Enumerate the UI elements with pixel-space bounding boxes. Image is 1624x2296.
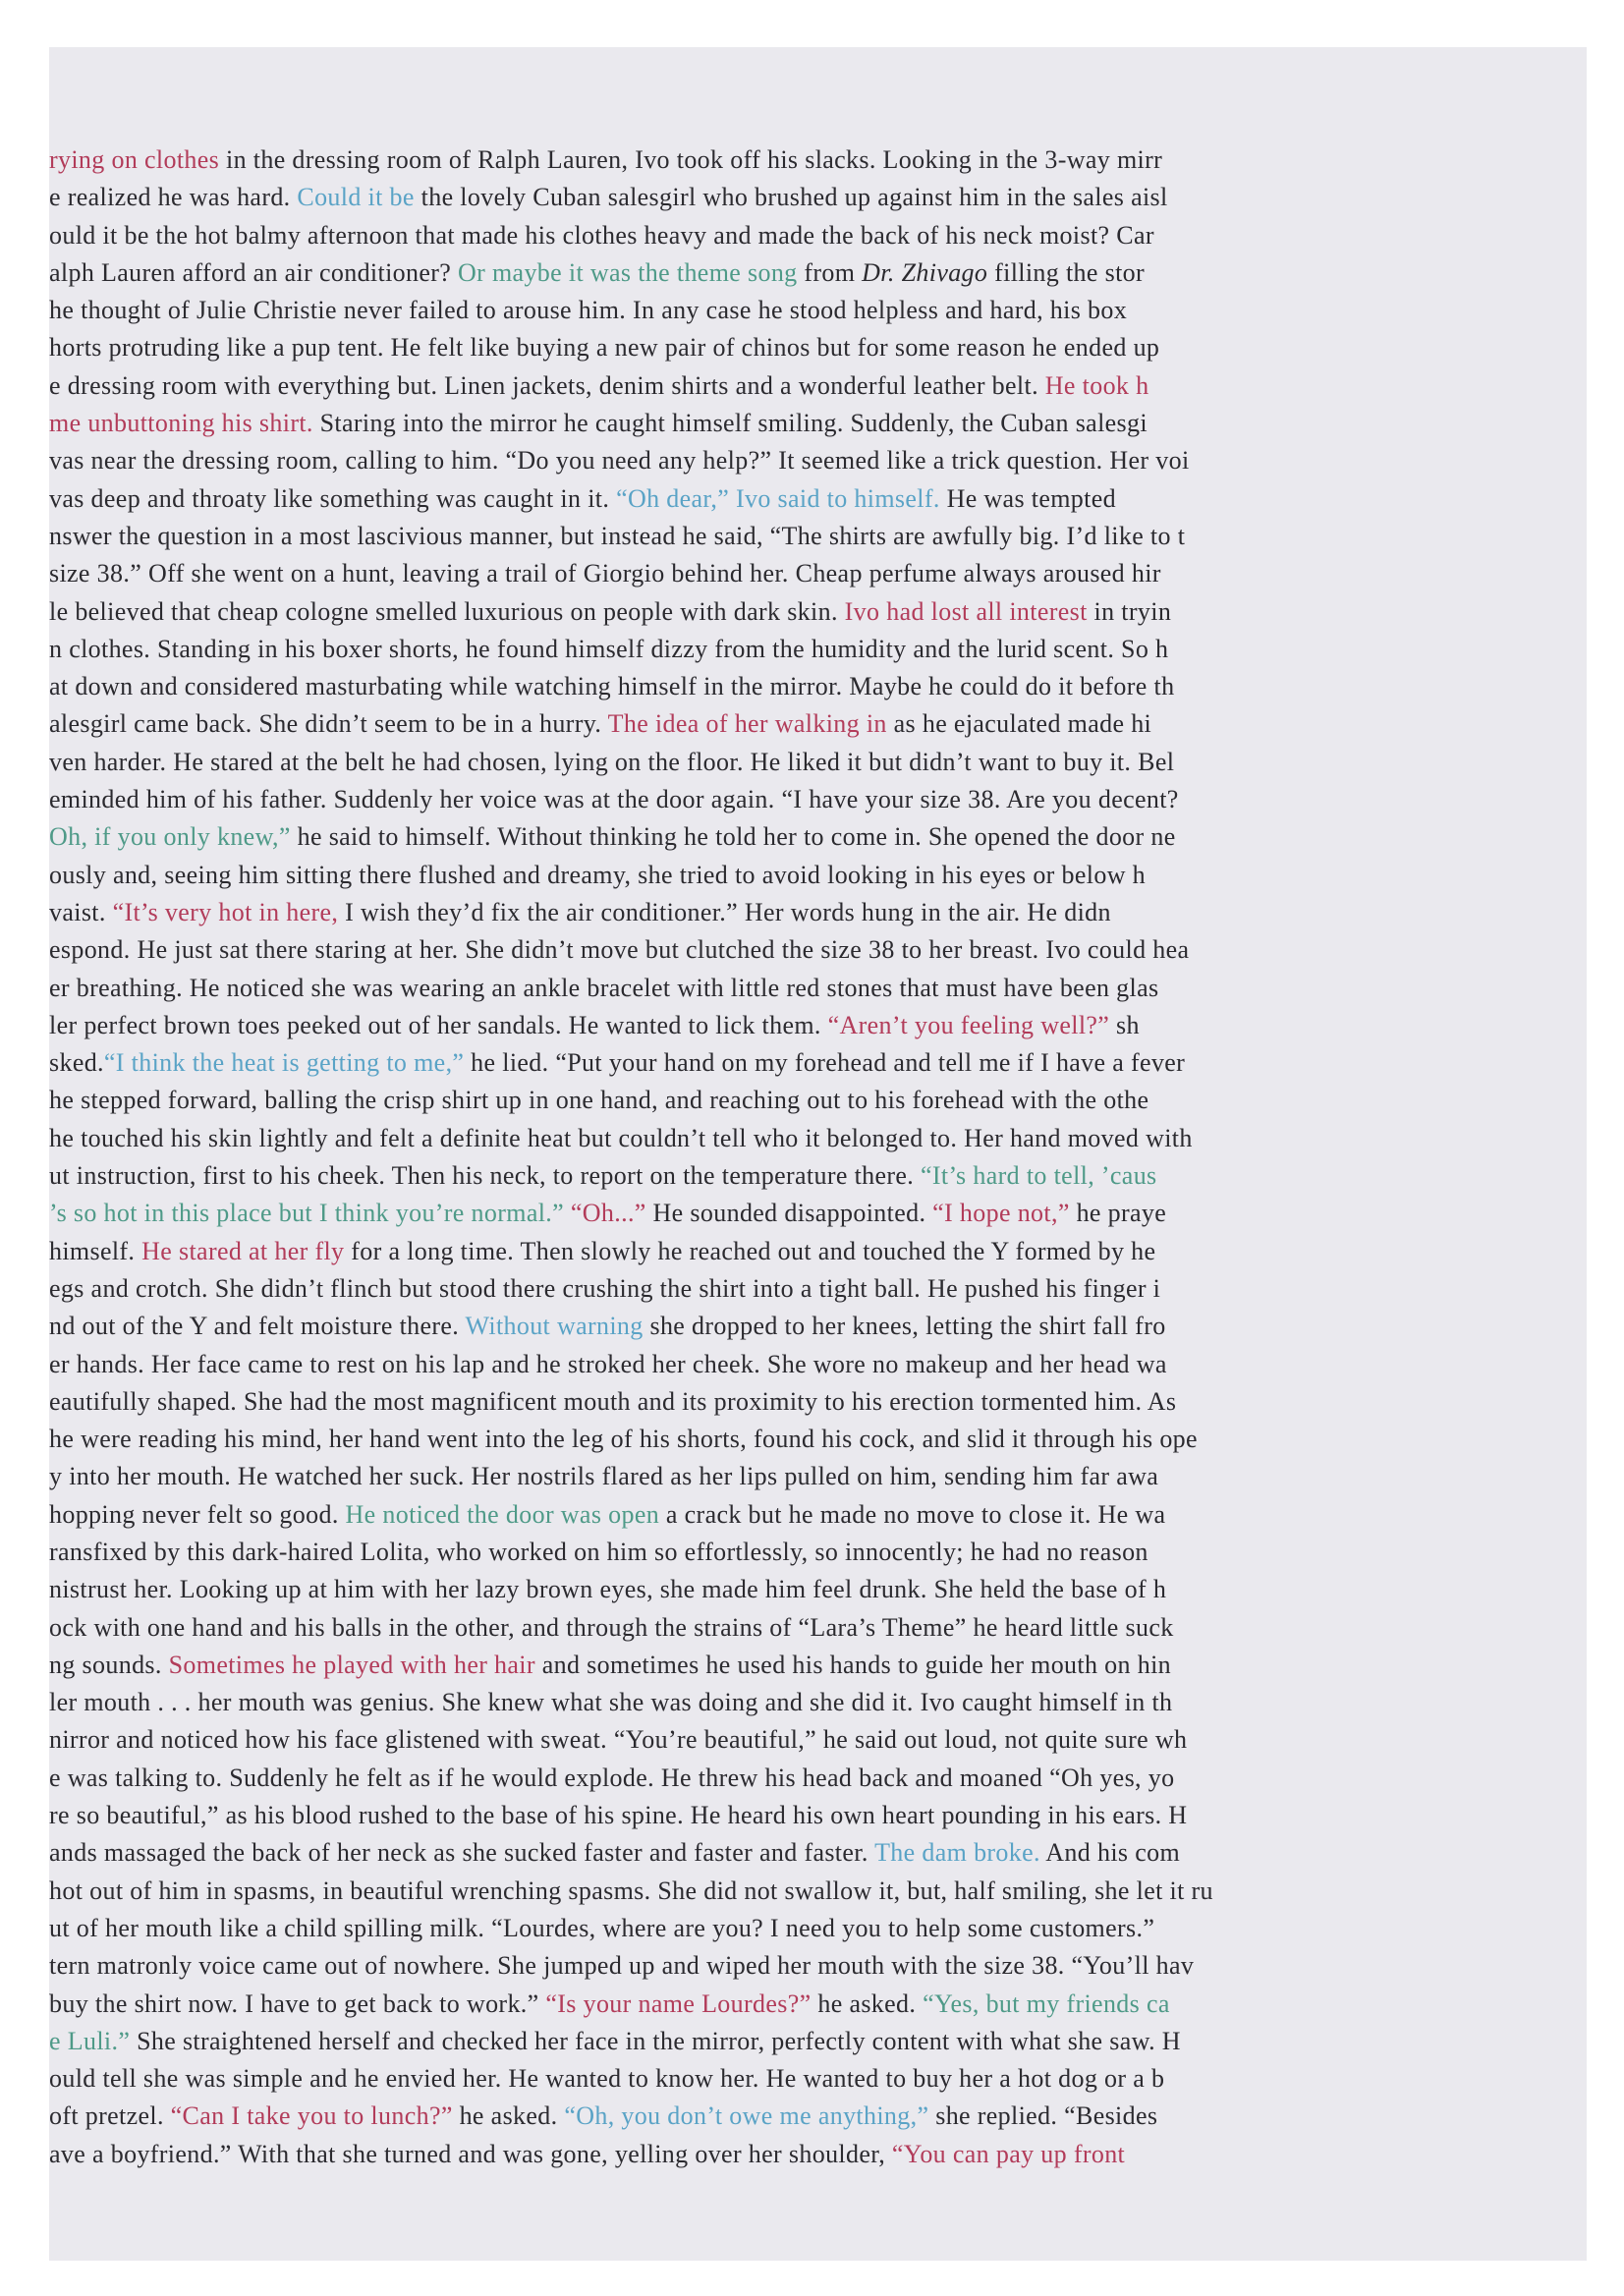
text-line-content bbox=[49, 1007, 1140, 1044]
text-line-content bbox=[49, 818, 1176, 856]
text-line-content bbox=[49, 1195, 1166, 1232]
text-line bbox=[49, 292, 1587, 329]
text-line bbox=[49, 1873, 1587, 1910]
text-line-content bbox=[49, 2060, 1164, 2098]
text-segment: as he ejaculated made hi bbox=[886, 709, 1152, 739]
highlighted-phrase: “Oh, you don’t owe me anything,” bbox=[564, 2101, 929, 2131]
text-segment: he touched his skin lightly and felt a definite heat but couldn’t tell who it belonged to. Her hand moved with bbox=[49, 1123, 1193, 1152]
text-line-content bbox=[49, 631, 1168, 668]
text-line-content bbox=[49, 1120, 1193, 1157]
highlighted-phrase: “Oh dear,” Ivo said to himself. bbox=[616, 483, 940, 513]
text-line-content bbox=[49, 2023, 1181, 2060]
text-segment: ler perfect brown toes peeked out of her sandals. He wanted to lick them. bbox=[49, 1010, 828, 1039]
text-line bbox=[49, 1986, 1587, 2023]
text-line bbox=[49, 1157, 1587, 1195]
highlighted-phrase: “Yes, but my friends ca bbox=[923, 1988, 1170, 2018]
text-line-content bbox=[49, 1873, 1213, 1910]
text-line bbox=[49, 1082, 1587, 1119]
text-line bbox=[49, 631, 1587, 668]
highlighted-phrase: Sometimes he played with her hair bbox=[168, 1650, 535, 1679]
text-line bbox=[49, 329, 1587, 366]
text-line bbox=[49, 555, 1587, 592]
text-segment: hot out of him in spasms, in beautiful wrenching spasms. She did not swallow it, but, half smiling, she let it ru bbox=[49, 1876, 1213, 1905]
text-line bbox=[49, 141, 1587, 179]
text-segment: espond. He just sat there staring at her. She didn’t move but clutched the size 38 to her breast. Ivo could hea bbox=[49, 935, 1190, 965]
text-segment: Staring into the mirror he caught himself smiling. Suddenly, the Cuban salesgi bbox=[312, 409, 1148, 438]
text-segment: she replied. “Besides bbox=[928, 2101, 1158, 2131]
text-line-content bbox=[49, 254, 1145, 292]
text-segment: he were reading his mind, her hand went into the leg of his shorts, found his cock, and slid it through his ope bbox=[49, 1425, 1198, 1454]
text-segment: nistrust her. Looking up at him with her lazy brown eyes, she made him feel drunk. She held the base of h bbox=[49, 1575, 1167, 1604]
text-segment: vaist. bbox=[49, 897, 113, 926]
text-line bbox=[49, 2060, 1587, 2098]
text-segment: er hands. Her face came to rest on his lap and he stroked her cheek. She wore no makeup and her head wa bbox=[49, 1349, 1167, 1378]
text-line bbox=[49, 2136, 1587, 2173]
text-line-content bbox=[49, 593, 1171, 631]
text-line-content bbox=[49, 1834, 1180, 1872]
text-segment: He sounded disappointed. bbox=[645, 1199, 933, 1228]
text-line-content bbox=[49, 1571, 1166, 1608]
highlighted-phrase: “I think the heat is getting to me,” bbox=[103, 1048, 465, 1078]
text-line-content bbox=[49, 1910, 1154, 1947]
text-line bbox=[49, 668, 1587, 705]
text-line bbox=[49, 1721, 1587, 1759]
text-segment: size 38.” Off she went on a hunt, leaving a trail of Giorgio behind her. Cheap perfume always aroused hir bbox=[49, 559, 1161, 588]
text-line bbox=[49, 1195, 1587, 1232]
highlighted-phrase: ’s so hot in this place but I think you’re normal.” bbox=[49, 1199, 571, 1228]
text-segment: re so beautiful,” as his blood rushed to the base of his spine. He heard his own heart pounding in his ears. H bbox=[49, 1801, 1188, 1830]
text-line-content bbox=[49, 1270, 1160, 1308]
text-segment: ould it be the hot balmy afternoon that made his clothes heavy and made the back of his neck moist? Car bbox=[49, 220, 1154, 250]
text-line bbox=[49, 1346, 1587, 1383]
text-line bbox=[49, 518, 1587, 555]
text-segment: He was tempted bbox=[939, 483, 1116, 513]
text-segment: egs and crotch. She didn’t flinch but stood there crushing the shirt into a tight ball. He pushed his finger i bbox=[49, 1273, 1161, 1303]
text-segment: She straightened herself and checked her face in the mirror, perfectly content with what she saw. H bbox=[130, 2026, 1181, 2055]
highlighted-phrase: Without warning bbox=[465, 1312, 644, 1341]
text-line bbox=[49, 1647, 1587, 1684]
text-line bbox=[49, 1947, 1587, 1985]
text-line-content bbox=[49, 857, 1146, 894]
text-line-content bbox=[49, 931, 1189, 969]
text-line-content bbox=[49, 329, 1159, 366]
text-line-content bbox=[49, 668, 1174, 705]
text-segment: nswer the question in a most lascivious manner, but instead he said, “The shirts are awfully big. I’d like to t bbox=[49, 521, 1186, 550]
text-segment: he asked. bbox=[452, 2101, 565, 2131]
text-line bbox=[49, 970, 1587, 1007]
highlighted-phrase: rying on clothes bbox=[49, 145, 220, 174]
highlighted-phrase: “Aren’t you feeling well?” bbox=[827, 1010, 1110, 1039]
text-line bbox=[49, 1760, 1587, 1797]
text-line-content bbox=[49, 179, 1168, 216]
text-segment: ng sounds. bbox=[49, 1650, 169, 1679]
text-segment: ler mouth . . . her mouth was genius. She knew what she was doing and she did it. Ivo caught himself in th bbox=[49, 1688, 1173, 1717]
text-segment: ave a boyfriend.” With that she turned and was gone, yelling over her shoulder, bbox=[49, 2139, 892, 2168]
highlighted-phrase: He noticed the door was open bbox=[345, 1499, 660, 1529]
text-segment: le believed that cheap cologne smelled luxurious on people with dark skin. bbox=[49, 596, 845, 626]
text-line bbox=[49, 1834, 1587, 1872]
text-line-content bbox=[49, 894, 1111, 931]
highlighted-phrase: “It’s very hot in here, bbox=[112, 897, 339, 926]
text-line-content bbox=[49, 781, 1179, 818]
highlighted-phrase: “Oh...” bbox=[570, 1199, 646, 1228]
text-line-content bbox=[49, 405, 1148, 442]
text-segment: ands massaged the back of her neck as she sucked faster and faster and faster. bbox=[49, 1838, 875, 1868]
text-line-content bbox=[49, 1233, 1155, 1270]
highlighted-phrase: He stared at her fly bbox=[141, 1236, 345, 1265]
text-segment: e dressing room with everything but. Linen jackets, denim shirts and a wonderful leather belt. bbox=[49, 370, 1045, 400]
highlighted-phrase: “It’s hard to tell, ’caus bbox=[921, 1161, 1157, 1191]
text-line-content bbox=[49, 1421, 1198, 1458]
text-segment: eminded him of his father. Suddenly her voice was at the door again. “I have your size 38. Are you decent? bbox=[49, 785, 1179, 814]
text-segment: he lied. “Put your hand on my forehead and tell me if I have a fever bbox=[464, 1048, 1186, 1078]
text-segment: he thought of Julie Christie never failed to arouse him. In any case he stood helpless and hard, his box bbox=[49, 296, 1128, 325]
text-segment: oft pretzel. bbox=[49, 2101, 171, 2131]
text-segment: And his com bbox=[1039, 1838, 1181, 1868]
text-segment: sked. bbox=[49, 1048, 104, 1078]
text-line-content bbox=[49, 1308, 1166, 1345]
text-line-content bbox=[49, 1721, 1187, 1759]
text-segment: ut of her mouth like a child spilling milk. “Lourdes, where are you? I need you to help some customers.” bbox=[49, 1913, 1155, 1942]
text-line bbox=[49, 1044, 1587, 1082]
text-line bbox=[49, 480, 1587, 518]
text-line bbox=[49, 1383, 1587, 1421]
text-line-content bbox=[49, 2098, 1157, 2135]
text-line bbox=[49, 442, 1587, 479]
text-segment: sh bbox=[1109, 1010, 1140, 1039]
text-line-content bbox=[49, 292, 1127, 329]
text-line-content bbox=[49, 1157, 1157, 1195]
text-line bbox=[49, 2098, 1587, 2135]
text-segment: filling the stor bbox=[987, 257, 1146, 287]
text-line bbox=[49, 1910, 1587, 1947]
text-line bbox=[49, 1007, 1587, 1044]
text-line-content bbox=[49, 1044, 1185, 1082]
text-line bbox=[49, 1571, 1587, 1608]
text-line bbox=[49, 1684, 1587, 1721]
text-segment: ransfixed by this dark-haired Lolita, who worked on him so effortlessly, so innocently; he had no reason bbox=[49, 1537, 1148, 1566]
text-line-content bbox=[49, 1647, 1171, 1684]
text-line bbox=[49, 1609, 1587, 1647]
text-line-content bbox=[49, 367, 1148, 405]
text-line bbox=[49, 1120, 1587, 1157]
text-line bbox=[49, 781, 1587, 818]
text-line-content bbox=[49, 1383, 1176, 1421]
text-line-content bbox=[49, 1947, 1194, 1985]
text-line bbox=[49, 931, 1587, 969]
text-line-content bbox=[49, 1609, 1174, 1647]
text-segment: ously and, seeing him sitting there flushed and dreamy, she tried to avoid looking in his eyes or below h bbox=[49, 860, 1147, 889]
text-segment: I wish they’d fix the air conditioner.” Her words hung in the air. He didn bbox=[338, 897, 1111, 926]
text-line bbox=[49, 405, 1587, 442]
text-line-content bbox=[49, 1346, 1167, 1383]
text-line-content bbox=[49, 1458, 1158, 1495]
highlighted-phrase: “Can I take you to lunch?” bbox=[170, 2101, 453, 2131]
text-line bbox=[49, 254, 1587, 292]
text-segment: e was talking to. Suddenly he felt as if he would explode. He threw his head back and moaned “Oh yes, yo bbox=[49, 1763, 1175, 1792]
text-line-content bbox=[49, 555, 1161, 592]
highlighted-phrase: Or maybe it was the theme song bbox=[458, 257, 798, 287]
text-segment: y into her mouth. He watched her suck. Her nostrils flared as her lips pulled on him, sending him far awa bbox=[49, 1462, 1159, 1491]
text-line-content bbox=[49, 705, 1151, 743]
text-line-content bbox=[49, 1797, 1187, 1834]
text-line bbox=[49, 367, 1587, 405]
text-segment: a crack but he made no move to close it. He wa bbox=[659, 1499, 1166, 1529]
text-segment: n clothes. Standing in his boxer shorts, he found himself dizzy from the humidity and the lurid scent. So h bbox=[49, 634, 1169, 663]
text-line-content bbox=[49, 442, 1190, 479]
text-line bbox=[49, 818, 1587, 856]
text-line bbox=[49, 1308, 1587, 1345]
text-segment: he praye bbox=[1069, 1199, 1167, 1228]
highlighted-phrase: “I hope not,” bbox=[932, 1199, 1070, 1228]
text-segment: ock with one hand and his balls in the other, and through the strains of “Lara’s Theme” he heard little suck bbox=[49, 1612, 1174, 1642]
story-text-block bbox=[49, 141, 1587, 2173]
text-line-content bbox=[49, 1534, 1148, 1571]
highlighted-phrase: The dam broke. bbox=[874, 1838, 1040, 1868]
text-line bbox=[49, 705, 1587, 743]
text-segment: and sometimes he used his hands to guide her mouth on hin bbox=[534, 1650, 1171, 1679]
text-segment: eautifully shaped. She had the most magnificent mouth and its proximity to his erection tormented him. As bbox=[49, 1386, 1177, 1416]
text-line bbox=[49, 1270, 1587, 1308]
text-segment: buy the shirt now. I have to get back to work.” bbox=[49, 1988, 546, 2018]
text-segment: the lovely Cuban salesgirl who brushed up against him in the sales aisl bbox=[414, 183, 1168, 212]
italic-title: Dr. Zhivago bbox=[862, 257, 988, 287]
text-line-content bbox=[49, 1760, 1174, 1797]
highlighted-phrase: e Luli.” bbox=[49, 2026, 131, 2055]
text-segment: alesgirl came back. She didn’t seem to be in a hurry. bbox=[49, 709, 608, 739]
text-segment: he asked. bbox=[811, 1988, 924, 2018]
text-segment: hopping never felt so good. bbox=[49, 1499, 346, 1529]
text-segment: he stepped forward, balling the crisp shirt up in one hand, and reaching out to his forehead with the othe bbox=[49, 1086, 1149, 1115]
text-line bbox=[49, 2023, 1587, 2060]
text-segment: tern matronly voice came out of nowhere. She jumped up and wiped her mouth with the size 38. “You’ll hav bbox=[49, 1951, 1195, 1981]
text-segment: from bbox=[797, 257, 863, 287]
highlighted-phrase: Oh, if you only knew,” bbox=[49, 822, 291, 852]
paper-sheet bbox=[49, 47, 1587, 2261]
text-segment: nd out of the Y and felt moisture there. bbox=[49, 1312, 466, 1341]
text-line bbox=[49, 217, 1587, 254]
highlighted-phrase: He took h bbox=[1044, 370, 1149, 400]
text-line-content bbox=[49, 141, 1162, 179]
text-line-content bbox=[49, 217, 1154, 254]
text-line-content bbox=[49, 2136, 1125, 2173]
text-segment: he said to himself. Without thinking he told her to come in. She opened the door ne bbox=[290, 822, 1176, 852]
text-line-content bbox=[49, 970, 1158, 1007]
text-segment: er breathing. He noticed she was wearing an ankle bracelet with little red stones that must have been glas bbox=[49, 973, 1159, 1002]
text-segment: nirror and noticed how his face glistened with sweat. “You’re beautiful,” he said out loud, not quite sure wh bbox=[49, 1725, 1188, 1755]
text-segment: ven harder. He stared at the belt he had chosen, lying on the floor. He liked it but didn’t want to buy it. Bel bbox=[49, 747, 1175, 776]
text-segment: horts protruding like a pup tent. He felt like buying a new pair of chinos but for some reason he ended up bbox=[49, 333, 1160, 363]
text-line-content bbox=[49, 518, 1185, 555]
highlighted-phrase: me unbuttoning his shirt. bbox=[49, 409, 313, 438]
text-line-content bbox=[49, 1496, 1165, 1534]
text-line bbox=[49, 1233, 1587, 1270]
text-segment: himself. bbox=[49, 1236, 142, 1265]
text-line bbox=[49, 593, 1587, 631]
text-segment: ould tell she was simple and he envied her. He wanted to know her. He wanted to buy her a hot dog or a b bbox=[49, 2064, 1165, 2094]
text-line bbox=[49, 744, 1587, 781]
text-segment: ut instruction, first to his cheek. Then his neck, to report on the temperature there. bbox=[49, 1161, 922, 1191]
text-line-content bbox=[49, 1986, 1170, 2023]
highlighted-phrase: “Is your name Lourdes?” bbox=[545, 1988, 812, 2018]
text-segment: alph Lauren afford an air conditioner? bbox=[49, 257, 458, 287]
text-segment: in the dressing room of Ralph Lauren, Ivo took off his slacks. Looking in the 3-way mirr bbox=[219, 145, 1163, 174]
text-line bbox=[49, 179, 1587, 216]
highlighted-phrase: The idea of her walking in bbox=[607, 709, 887, 739]
text-line bbox=[49, 1534, 1587, 1571]
text-segment: for a long time. Then slowly he reached out and touched the Y formed by he bbox=[344, 1236, 1156, 1265]
text-line bbox=[49, 1496, 1587, 1534]
text-line bbox=[49, 1458, 1587, 1495]
text-line bbox=[49, 1421, 1587, 1458]
text-segment: e realized he was hard. bbox=[49, 183, 298, 212]
text-line-content bbox=[49, 1684, 1172, 1721]
text-segment: at down and considered masturbating while watching himself in the mirror. Maybe he could do it before th bbox=[49, 672, 1175, 701]
highlighted-phrase: Ivo had lost all interest bbox=[844, 596, 1088, 626]
text-line-content bbox=[49, 744, 1174, 781]
text-line bbox=[49, 894, 1587, 931]
text-line-content bbox=[49, 1082, 1148, 1119]
text-line bbox=[49, 857, 1587, 894]
text-segment: she dropped to her knees, letting the shirt fall fro bbox=[643, 1312, 1166, 1341]
text-line bbox=[49, 1797, 1587, 1834]
highlighted-phrase: “You can pay up front bbox=[891, 2139, 1126, 2168]
text-segment: in tryin bbox=[1087, 596, 1172, 626]
text-segment: vas near the dressing room, calling to him. “Do you need any help?” It seemed like a trick question. Her voi bbox=[49, 446, 1190, 476]
text-line-content bbox=[49, 480, 1116, 518]
highlighted-phrase: Could it be bbox=[297, 183, 415, 212]
text-segment: vas deep and throaty like something was caught in it. bbox=[49, 483, 617, 513]
